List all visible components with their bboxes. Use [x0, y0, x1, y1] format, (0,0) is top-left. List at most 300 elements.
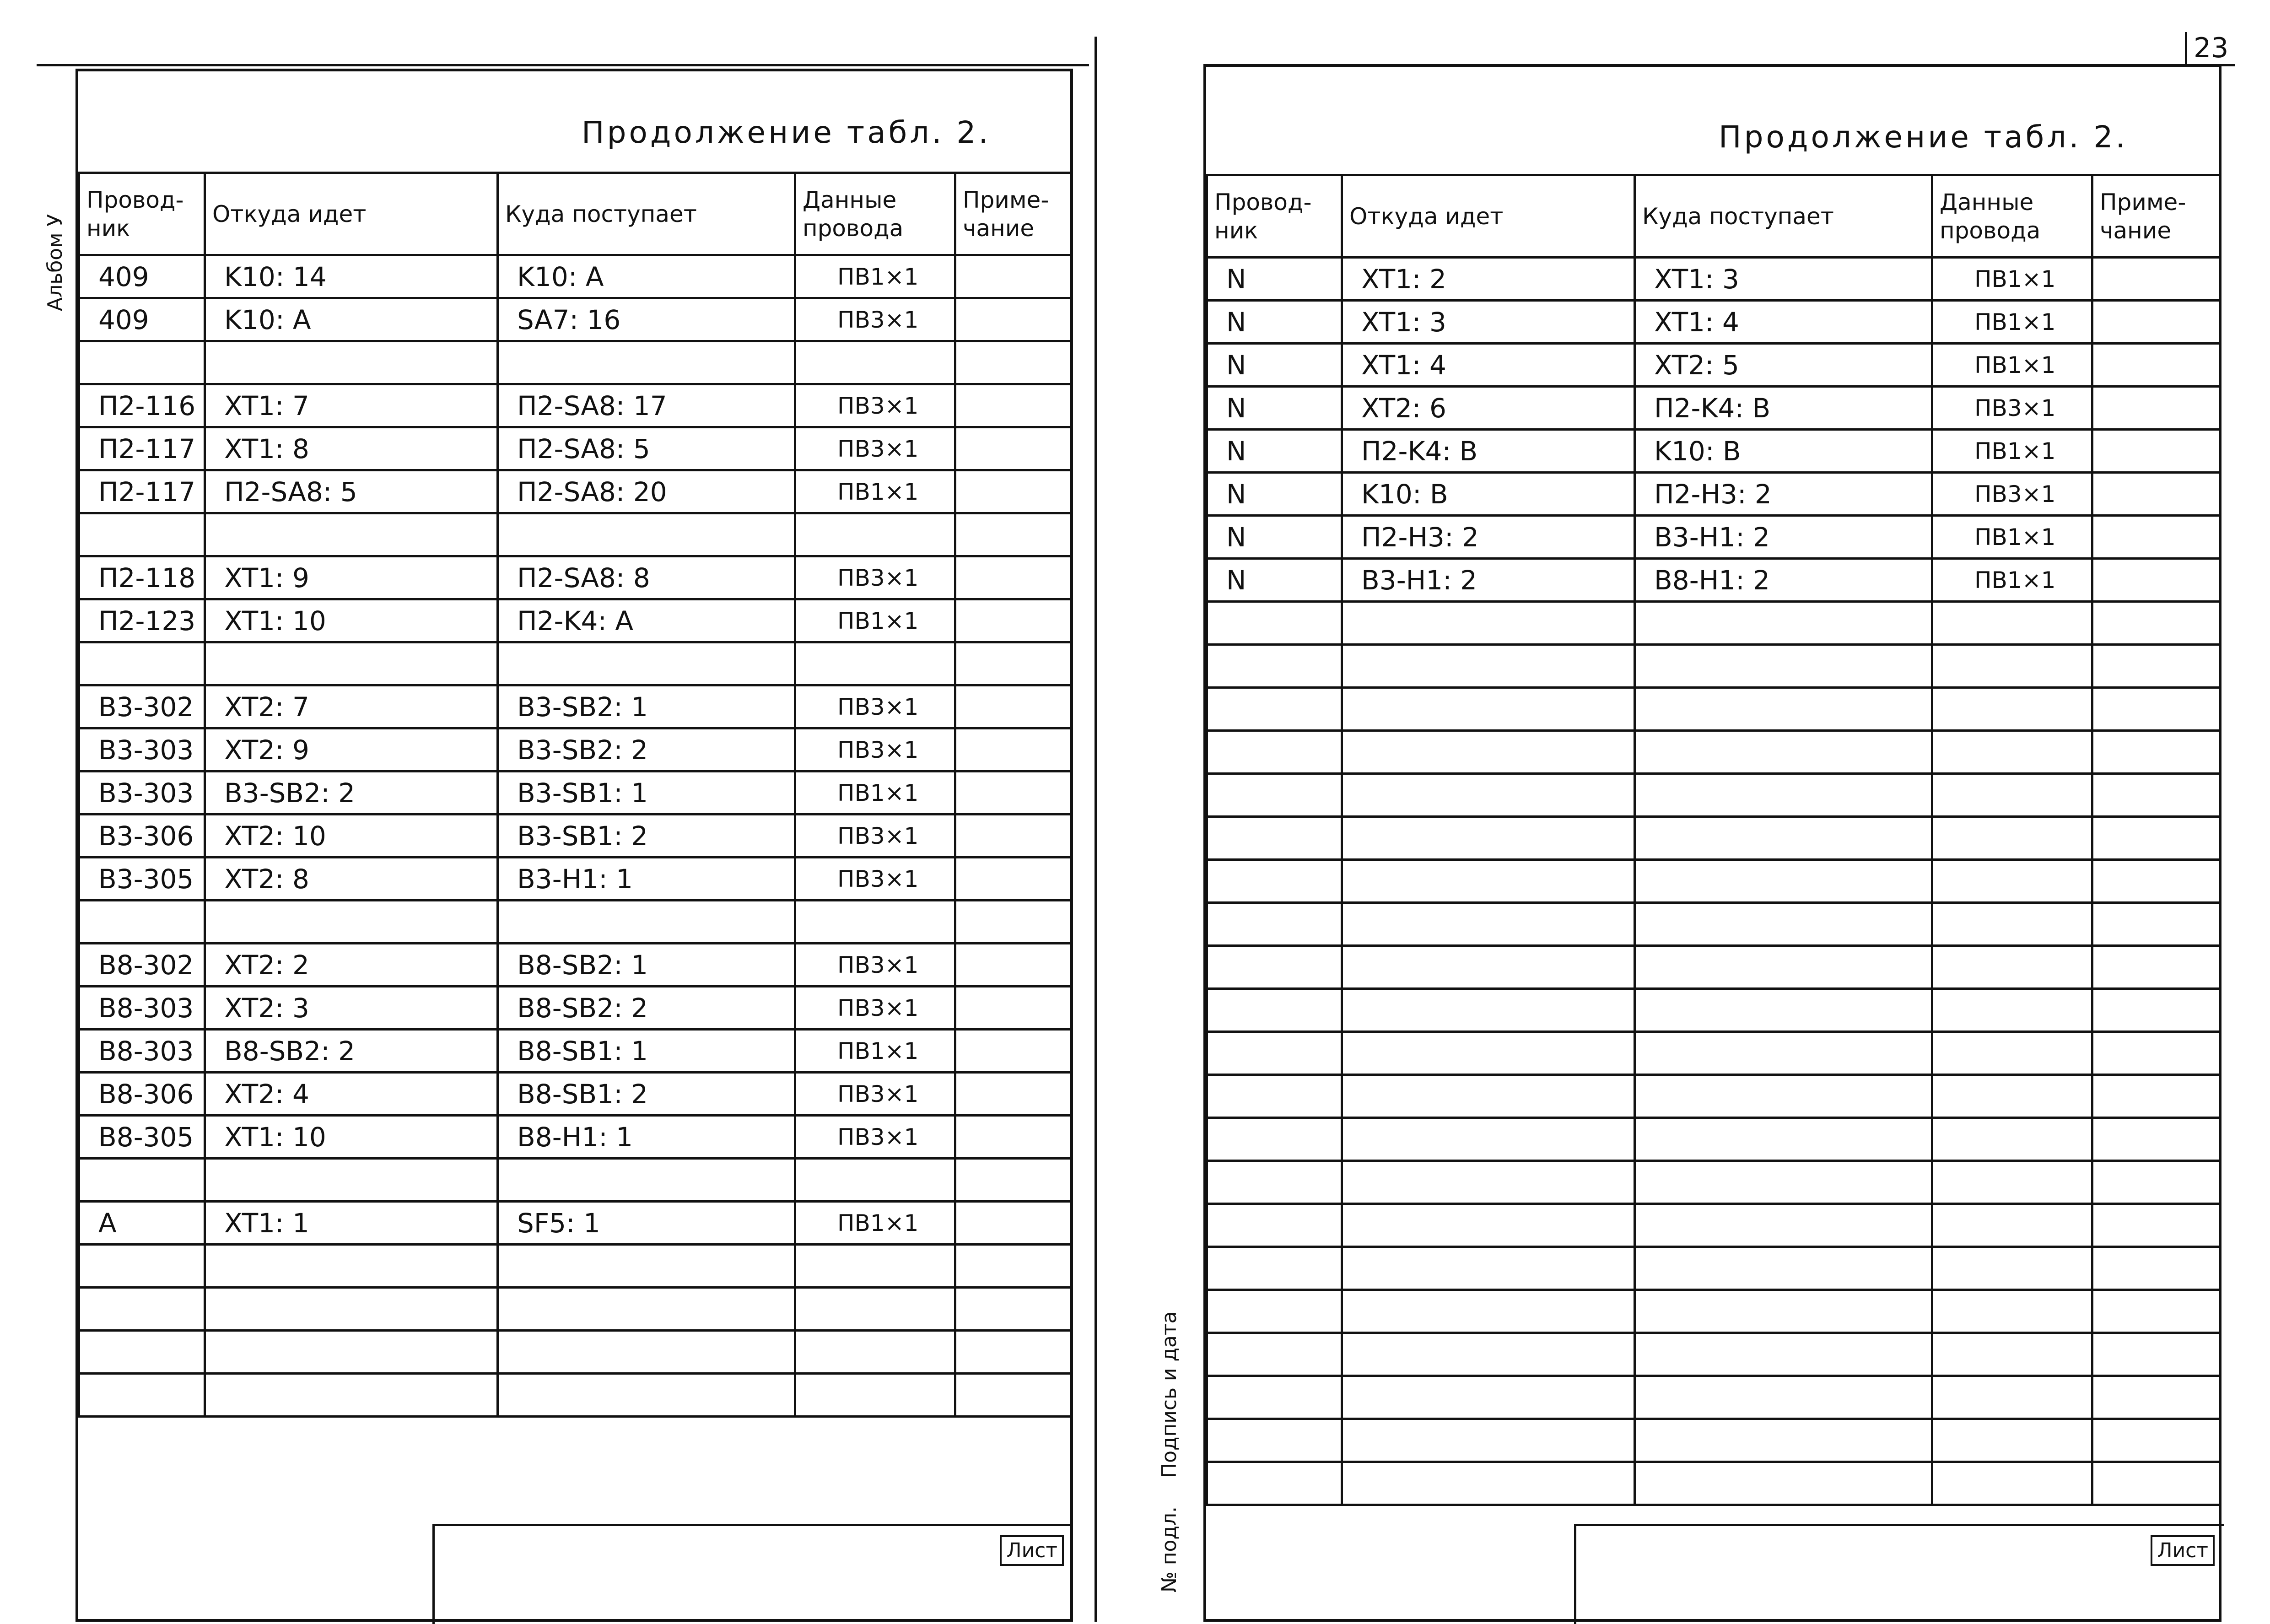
- header-note: Приме-чание: [2092, 175, 2221, 258]
- header-wire-data: Данные провода: [1932, 175, 2092, 258]
- cell-wire-data: [795, 1331, 955, 1374]
- cell-wire: [1207, 1419, 1342, 1462]
- cell-wire: [79, 1245, 205, 1288]
- table-row: [1207, 860, 2221, 903]
- table-row: [1207, 903, 2221, 946]
- cell-from: [1342, 903, 1635, 946]
- cell-from: П2-K4: B: [1342, 430, 1635, 473]
- cell-from: [1342, 731, 1635, 774]
- table-row: [79, 599, 1072, 642]
- cell-from: XT1: 7: [205, 384, 498, 427]
- cell-wire-data: ПВ1×1: [795, 1202, 955, 1245]
- cell-wire-data: ПВ1×1: [1932, 344, 2092, 387]
- table-row: [79, 1073, 1072, 1116]
- cell-wire: B8-306: [79, 1073, 205, 1116]
- right-title-block: [1574, 1524, 2224, 1624]
- table-row: [1207, 1032, 2221, 1075]
- cell-from: [1342, 1333, 1635, 1376]
- cell-wire: [1207, 989, 1342, 1032]
- cell-wire: N: [1207, 301, 1342, 344]
- cell-to: [1635, 688, 1932, 731]
- table-row: [79, 815, 1072, 858]
- cell-note: [955, 772, 1072, 815]
- cell-to: B8-H1: 1: [498, 1116, 795, 1159]
- cell-note: [955, 470, 1072, 513]
- cell-from: [205, 1288, 498, 1331]
- cell-from: XT2: 8: [205, 858, 498, 901]
- table-row: [1207, 989, 2221, 1032]
- cell-note: [2092, 1161, 2221, 1204]
- cell-wire-data: ПВ3×1: [795, 427, 955, 470]
- cell-note: [955, 987, 1072, 1030]
- cell-wire: B3-305: [79, 858, 205, 901]
- cell-note: [2092, 1204, 2221, 1247]
- cell-note: [955, 728, 1072, 772]
- cell-to: [1635, 1161, 1932, 1204]
- cell-to: [1635, 1376, 1932, 1419]
- cell-wire-data: [1932, 1204, 2092, 1247]
- header-from: Откуда идет: [1342, 175, 1635, 258]
- right-wire-table: [1206, 174, 2221, 1506]
- cell-from: XT2: 3: [205, 987, 498, 1030]
- cell-from: [1342, 989, 1635, 1032]
- cell-wire: N: [1207, 559, 1342, 602]
- header-wire: Провод-ник: [79, 173, 205, 255]
- cell-note: [2092, 1376, 2221, 1419]
- cell-wire: B3-302: [79, 685, 205, 728]
- table-row: [79, 427, 1072, 470]
- cell-wire: [1207, 1204, 1342, 1247]
- cell-from: XT1: 10: [205, 1116, 498, 1159]
- cell-from: [1342, 1161, 1635, 1204]
- cell-to: П2-SA8: 5: [498, 427, 795, 470]
- table-row: [79, 728, 1072, 772]
- cell-wire: [1207, 1290, 1342, 1333]
- cell-from: [1342, 1204, 1635, 1247]
- cell-wire-data: [1932, 774, 2092, 817]
- cell-from: [1342, 946, 1635, 989]
- cell-from: XT1: 4: [1342, 344, 1635, 387]
- cell-wire: [1207, 1247, 1342, 1290]
- table-row: [79, 1245, 1072, 1288]
- table-row: [1207, 731, 2221, 774]
- cell-to: B8-SB2: 2: [498, 987, 795, 1030]
- cell-note: [2092, 1419, 2221, 1462]
- cell-to: B8-SB2: 1: [498, 944, 795, 987]
- cell-from: [1342, 1290, 1635, 1333]
- table-row: [79, 901, 1072, 944]
- header-wire-data: Данные провода: [795, 173, 955, 255]
- cell-wire: A: [79, 1202, 205, 1245]
- cell-from: XT1: 3: [1342, 301, 1635, 344]
- cell-wire-data: [1932, 860, 2092, 903]
- table-row: [79, 1116, 1072, 1159]
- cell-to: П2-SA8: 8: [498, 556, 795, 599]
- cell-to: [1635, 774, 1932, 817]
- cell-wire-data: [795, 341, 955, 384]
- cell-to: [1635, 731, 1932, 774]
- cell-to: П2-H3: 2: [1635, 473, 1932, 516]
- cell-note: [955, 858, 1072, 901]
- cell-wire-data: [795, 1374, 955, 1417]
- table-row: [1207, 1075, 2221, 1118]
- table-row: [79, 987, 1072, 1030]
- cell-wire-data: ПВ3×1: [795, 1116, 955, 1159]
- cell-wire-data: [1932, 1333, 2092, 1376]
- table-row: [1207, 946, 2221, 989]
- cell-note: [2092, 344, 2221, 387]
- cell-wire-data: ПВ1×1: [1932, 516, 2092, 559]
- header-wire: Провод-ник: [1207, 175, 1342, 258]
- cell-wire: П2-117: [79, 470, 205, 513]
- cell-to: [498, 513, 795, 556]
- cell-wire: [1207, 1075, 1342, 1118]
- cell-to: [498, 901, 795, 944]
- cell-from: B3-SB2: 2: [205, 772, 498, 815]
- cell-wire-data: ПВ1×1: [795, 470, 955, 513]
- cell-note: [2092, 1290, 2221, 1333]
- table-row: [1207, 473, 2221, 516]
- cell-wire: [79, 1288, 205, 1331]
- cell-wire: [1207, 903, 1342, 946]
- cell-wire: [79, 513, 205, 556]
- cell-to: [498, 1374, 795, 1417]
- cell-to: B8-SB1: 2: [498, 1073, 795, 1116]
- cell-from: [205, 1331, 498, 1374]
- cell-wire: [79, 901, 205, 944]
- cell-to: [1635, 1462, 1932, 1505]
- cell-from: [1342, 860, 1635, 903]
- cell-wire: [1207, 645, 1342, 688]
- table-row: [79, 685, 1072, 728]
- cell-wire: N: [1207, 387, 1342, 430]
- cell-wire-data: ПВ3×1: [795, 685, 955, 728]
- cell-note: [955, 255, 1072, 298]
- cell-to: B3-H1: 1: [498, 858, 795, 901]
- cell-wire-data: ПВ1×1: [1932, 258, 2092, 301]
- cell-from: [1342, 1118, 1635, 1161]
- table-row: [79, 470, 1072, 513]
- cell-wire: [1207, 731, 1342, 774]
- table-row: [1207, 1376, 2221, 1419]
- cell-wire-data: [795, 1245, 955, 1288]
- cell-note: [955, 599, 1072, 642]
- center-fold-line: [1095, 37, 1097, 1622]
- cell-note: [955, 1331, 1072, 1374]
- table-row: [79, 1374, 1072, 1417]
- cell-note: [955, 1202, 1072, 1245]
- cell-to: [498, 642, 795, 685]
- cell-note: [2092, 602, 2221, 645]
- cell-note: [2092, 559, 2221, 602]
- cell-wire: [1207, 688, 1342, 731]
- cell-to: B3-SB1: 2: [498, 815, 795, 858]
- left-wire-table: [78, 172, 1073, 1418]
- table-row: [79, 298, 1072, 341]
- cell-wire: [1207, 1462, 1342, 1505]
- table-row: [79, 384, 1072, 427]
- cell-wire: B3-303: [79, 728, 205, 772]
- cell-wire: [79, 642, 205, 685]
- cell-from: B8-SB2: 2: [205, 1030, 498, 1073]
- album-label: Альбом У: [43, 214, 67, 311]
- cell-note: [955, 556, 1072, 599]
- left-sheet-title: Продолжение табл. 2.: [582, 115, 991, 150]
- cell-note: [2092, 1118, 2221, 1161]
- table-row: [1207, 301, 2221, 344]
- cell-note: [2092, 774, 2221, 817]
- cell-to: [498, 1245, 795, 1288]
- cell-note: [2092, 817, 2221, 860]
- cell-note: [955, 1073, 1072, 1116]
- cell-wire-data: [1932, 817, 2092, 860]
- cell-wire-data: [795, 642, 955, 685]
- cell-wire: N: [1207, 344, 1342, 387]
- cell-to: [1635, 1419, 1932, 1462]
- cell-wire-data: [1932, 946, 2092, 989]
- cell-wire: [1207, 1333, 1342, 1376]
- cell-from: XT2: 2: [205, 944, 498, 987]
- cell-from: K10: A: [205, 298, 498, 341]
- right-sheet-label: Лист: [2151, 1535, 2215, 1566]
- cell-from: XT1: 10: [205, 599, 498, 642]
- cell-to: SA7: 16: [498, 298, 795, 341]
- cell-to: [498, 1288, 795, 1331]
- cell-wire-data: ПВ3×1: [795, 556, 955, 599]
- header-note: Приме-чание: [955, 173, 1072, 255]
- cell-from: [1342, 1247, 1635, 1290]
- cell-from: K10: B: [1342, 473, 1635, 516]
- cell-wire-data: [795, 1288, 955, 1331]
- cell-wire-data: ПВ3×1: [795, 298, 955, 341]
- cell-note: [955, 298, 1072, 341]
- cell-to: [498, 341, 795, 384]
- cell-from: XT2: 7: [205, 685, 498, 728]
- cell-note: [955, 685, 1072, 728]
- table-row: [1207, 1118, 2221, 1161]
- cell-note: [2092, 516, 2221, 559]
- cell-to: B3-H1: 2: [1635, 516, 1932, 559]
- cell-wire-data: [1932, 731, 2092, 774]
- cell-from: [205, 1245, 498, 1288]
- cell-from: XT1: 8: [205, 427, 498, 470]
- cell-from: K10: 14: [205, 255, 498, 298]
- cell-to: [1635, 903, 1932, 946]
- cell-from: XT2: 10: [205, 815, 498, 858]
- cell-to: [1635, 602, 1932, 645]
- cell-wire: [79, 1159, 205, 1202]
- cell-to: [1635, 860, 1932, 903]
- cell-note: [955, 513, 1072, 556]
- cell-note: [955, 1159, 1072, 1202]
- cell-wire: B8-302: [79, 944, 205, 987]
- table-row: [1207, 645, 2221, 688]
- cell-wire: П2-117: [79, 427, 205, 470]
- table-row: [79, 1331, 1072, 1374]
- table-row: [79, 772, 1072, 815]
- cell-wire: B3-303: [79, 772, 205, 815]
- cell-from: [205, 1159, 498, 1202]
- table-row: [79, 513, 1072, 556]
- cell-note: [2092, 688, 2221, 731]
- cell-from: [1342, 645, 1635, 688]
- cell-to: [1635, 989, 1932, 1032]
- cell-to: [1635, 946, 1932, 989]
- cell-to: [1635, 1118, 1932, 1161]
- cell-wire-data: [1932, 1376, 2092, 1419]
- cell-note: [2092, 989, 2221, 1032]
- cell-from: B3-H1: 2: [1342, 559, 1635, 602]
- cell-note: [955, 642, 1072, 685]
- cell-wire: [1207, 1118, 1342, 1161]
- cell-wire-data: ПВ1×1: [1932, 430, 2092, 473]
- table-row: [79, 1288, 1072, 1331]
- cell-to: [1635, 817, 1932, 860]
- cell-note: [955, 1288, 1072, 1331]
- cell-wire-data: [1932, 1462, 2092, 1505]
- cell-note: [955, 944, 1072, 987]
- cell-wire-data: ПВ1×1: [795, 599, 955, 642]
- cell-to: П2-SA8: 17: [498, 384, 795, 427]
- table-row: [1207, 1419, 2221, 1462]
- cell-wire-data: ПВ3×1: [795, 987, 955, 1030]
- table-row: [1207, 516, 2221, 559]
- table-row: [1207, 1333, 2221, 1376]
- cell-wire: N: [1207, 516, 1342, 559]
- cell-from: XT1: 1: [205, 1202, 498, 1245]
- cell-wire: [1207, 1032, 1342, 1075]
- cell-from: [1342, 1032, 1635, 1075]
- table-row: [1207, 602, 2221, 645]
- cell-from: XT2: 9: [205, 728, 498, 772]
- cell-to: B3-SB2: 1: [498, 685, 795, 728]
- cell-note: [2092, 430, 2221, 473]
- cell-to: [1635, 1333, 1932, 1376]
- cell-to: B3-SB2: 2: [498, 728, 795, 772]
- cell-wire: N: [1207, 258, 1342, 301]
- header-to: Куда поступает: [498, 173, 795, 255]
- cell-to: П2-K4: B: [1635, 387, 1932, 430]
- cell-note: [2092, 1462, 2221, 1505]
- cell-wire: B3-306: [79, 815, 205, 858]
- table-row: [1207, 430, 2221, 473]
- table-row: [1207, 1290, 2221, 1333]
- cell-wire-data: ПВ3×1: [795, 815, 955, 858]
- cell-wire-data: [795, 1159, 955, 1202]
- cell-wire: [1207, 1161, 1342, 1204]
- cell-wire-data: ПВ1×1: [1932, 301, 2092, 344]
- side-label-number: № подл.: [1158, 1506, 1181, 1592]
- cell-to: П2-SA8: 20: [498, 470, 795, 513]
- cell-wire-data: [1932, 1075, 2092, 1118]
- cell-wire-data: ПВ1×1: [795, 772, 955, 815]
- cell-from: XT1: 2: [1342, 258, 1635, 301]
- cell-from: [205, 341, 498, 384]
- top-rule-left: [37, 64, 1089, 66]
- cell-from: [205, 901, 498, 944]
- table-row: [1207, 1462, 2221, 1505]
- cell-wire-data: ПВ1×1: [1932, 559, 2092, 602]
- cell-wire-data: [1932, 1290, 2092, 1333]
- cell-wire: [1207, 817, 1342, 860]
- header-to: Куда поступает: [1635, 175, 1932, 258]
- cell-from: XT2: 6: [1342, 387, 1635, 430]
- cell-wire: [79, 1331, 205, 1374]
- cell-note: [955, 1030, 1072, 1073]
- cell-wire-data: [1932, 989, 2092, 1032]
- cell-note: [955, 427, 1072, 470]
- cell-wire: [1207, 602, 1342, 645]
- table-row: [1207, 258, 2221, 301]
- cell-from: [1342, 688, 1635, 731]
- cell-note: [2092, 645, 2221, 688]
- cell-wire-data: ПВ3×1: [795, 384, 955, 427]
- cell-to: [1635, 1290, 1932, 1333]
- cell-wire-data: ПВ1×1: [795, 255, 955, 298]
- table-row: [79, 858, 1072, 901]
- cell-to: K10: A: [498, 255, 795, 298]
- cell-to: [1635, 1204, 1932, 1247]
- cell-wire-data: ПВ3×1: [795, 1073, 955, 1116]
- table-row: [1207, 1161, 2221, 1204]
- cell-wire-data: [1932, 1419, 2092, 1462]
- table-row: [1207, 387, 2221, 430]
- cell-wire: П2-123: [79, 599, 205, 642]
- page-number: 23: [2185, 32, 2235, 66]
- cell-wire: П2-118: [79, 556, 205, 599]
- cell-from: [1342, 817, 1635, 860]
- cell-wire-data: [1932, 688, 2092, 731]
- cell-note: [2092, 946, 2221, 989]
- cell-to: [498, 1159, 795, 1202]
- cell-wire: [1207, 774, 1342, 817]
- cell-wire-data: ПВ3×1: [795, 728, 955, 772]
- table-row: [79, 1202, 1072, 1245]
- cell-note: [955, 1374, 1072, 1417]
- cell-wire-data: ПВ3×1: [795, 858, 955, 901]
- table-row: [1207, 688, 2221, 731]
- cell-to: П2-K4: A: [498, 599, 795, 642]
- cell-wire-data: ПВ1×1: [795, 1030, 955, 1073]
- cell-note: [2092, 1333, 2221, 1376]
- cell-wire-data: ПВ3×1: [795, 944, 955, 987]
- cell-from: П2-SA8: 5: [205, 470, 498, 513]
- cell-from: [205, 513, 498, 556]
- table-row: [79, 944, 1072, 987]
- cell-from: [1342, 1462, 1635, 1505]
- table-row: [1207, 817, 2221, 860]
- cell-wire: [79, 1374, 205, 1417]
- cell-note: [955, 815, 1072, 858]
- cell-to: [1635, 1247, 1932, 1290]
- cell-wire-data: [1932, 1118, 2092, 1161]
- cell-wire-data: [795, 513, 955, 556]
- cell-to: SF5: 1: [498, 1202, 795, 1245]
- cell-wire: N: [1207, 430, 1342, 473]
- cell-from: XT2: 4: [205, 1073, 498, 1116]
- cell-to: XT2: 5: [1635, 344, 1932, 387]
- cell-from: П2-H3: 2: [1342, 516, 1635, 559]
- table-row: [1207, 1204, 2221, 1247]
- cell-note: [2092, 387, 2221, 430]
- cell-to: [498, 1331, 795, 1374]
- cell-from: [1342, 602, 1635, 645]
- table-row: [1207, 774, 2221, 817]
- cell-to: B8-H1: 2: [1635, 559, 1932, 602]
- cell-wire: B8-303: [79, 987, 205, 1030]
- cell-note: [955, 341, 1072, 384]
- cell-wire-data: [1932, 903, 2092, 946]
